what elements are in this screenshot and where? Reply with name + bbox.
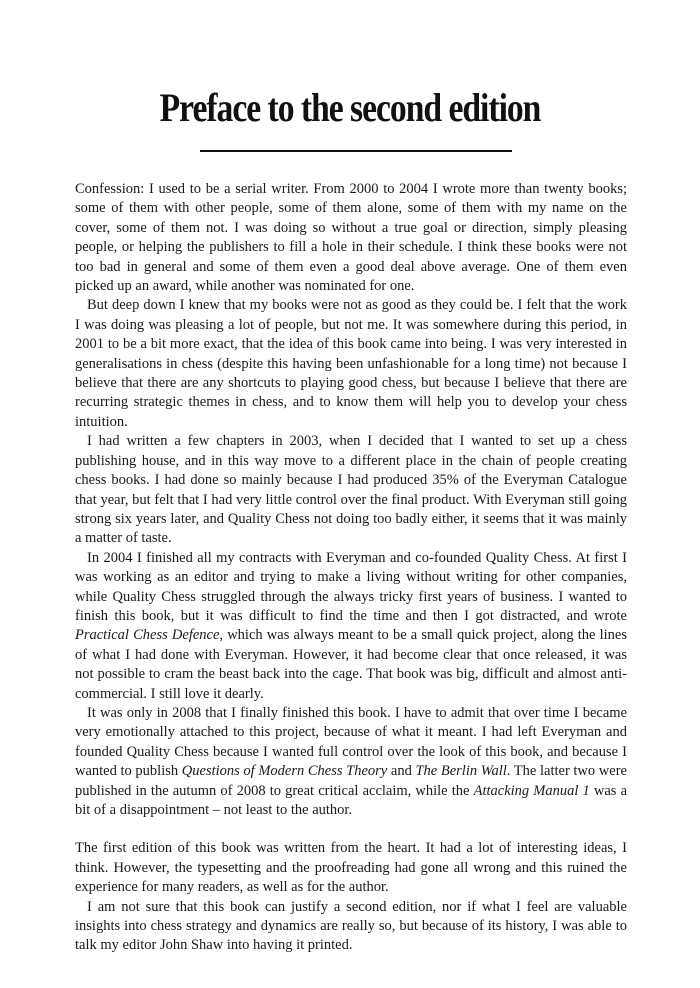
paragraph-text: I am not sure that this book can justify a second edition, nor if what I feel are valuable insights into chess strategy and dynamics are really so, but because of its history, I was able to talk my editor John Shaw into having it printed.: [75, 898, 627, 954]
paragraph-text: In 2004 I finished all my contracts with Everyman and co-founded Quality Chess. At first I was working as an editor and trying to make a living without writing for other companies, while Quality Chess struggled through the always tricky first years of business. I wanted to finish this book, but it was difficult to find the time and then I got distracted, and wrote: [75, 549, 627, 624]
paragraph-4: [75, 549, 627, 704]
paragraph-text: Confession: I used to be a serial writer. From 2000 to 2004 I wrote more than twenty books; some of them with other people, some of them alone, some of them with my name on the cover, some of them not. I was doing so without a true goal or direction, simply pleasing people, or helping the publishers to fill a hole in their schedule. I think these books were not too bad in general and some of them even a good deal above average. One of them even picked up an award, while another was nominated for one.: [75, 181, 627, 295]
paragraph-text: . The latter two were published in the autumn of 2008 to great critical acclaim, while the: [75, 763, 627, 799]
title-underline-divider: [200, 150, 512, 152]
paragraph-7: [75, 898, 627, 956]
book-title-practical-chess-defence: Practical Chess Defence: [75, 627, 220, 644]
paragraph-text: , which was always meant to be a small quick project, along the lines of what I had done with Everyman. However, it had become clear that once released, it was not possible to cram the beast back into the cage. That book was big, difficult and almost anti-commercial. I still love it dearly.: [75, 627, 628, 702]
paragraph-2: [75, 296, 627, 432]
paragraph-6: [75, 839, 627, 897]
paragraph-text: It was only in 2008 that I finally finished this book. I have to admit that over time I became very emotionally attached to this project, because of what it meant. I had left Everyman and founded Quality Chess because I wanted full control over the look of this book, and because I wanted to publish: [75, 704, 627, 780]
book-title-attacking-manual-1: Attacking Manual 1: [473, 782, 590, 799]
page-title: Preface to the second edition: [159, 85, 541, 130]
paragraph-3: [75, 432, 627, 548]
paragraph-text: But deep down I knew that my books were not as good as they could be. I felt that the work I was doing was pleasing a lot of people, but not me. It was somewhere during this period, in 2001 to be a bit more exact, that the idea of this book came into being. I was very interested in generalisations in chess (despite this having been unfashionable for a long time) not because I believe that there are any shortcuts to playing good chess, but because I believe that there are recurring strategic themes in chess, and to know them will help you to develop your chess intuition.: [75, 297, 627, 430]
paragraph-text: I had written a few chapters in 2003, when I decided that I wanted to set up a chess publishing house, and in this way move to a different place in the chain of people creating chess books. I had done so mainly because I had produced 35% of the Everyman Catalogue that year, but felt that I had very little control over the final product. With Everyman still going strong six years later, and Quality Chess not doing too badly either, it seems that it was mainly a matter of taste.: [75, 433, 627, 547]
paragraph-text: The first edition of this book was written from the heart. It had a lot of interesting ideas, I think. However, the typesetting and the proofreading had gone all wrong and this ruined the experience for many readers, as well as for the author.: [75, 840, 627, 896]
paragraph-text: and: [387, 763, 416, 780]
book-title-the-berlin-wall: The Berlin Wall: [415, 763, 507, 780]
book-title-questions-of-modern-chess-theory: Questions of Modern Chess Theory: [181, 763, 388, 780]
paragraph-text: was a bit of a disappointment – not least to the author.: [75, 782, 627, 818]
paragraph-5: [75, 704, 627, 820]
preface-body: [75, 180, 627, 956]
paragraph-1: [75, 180, 627, 296]
